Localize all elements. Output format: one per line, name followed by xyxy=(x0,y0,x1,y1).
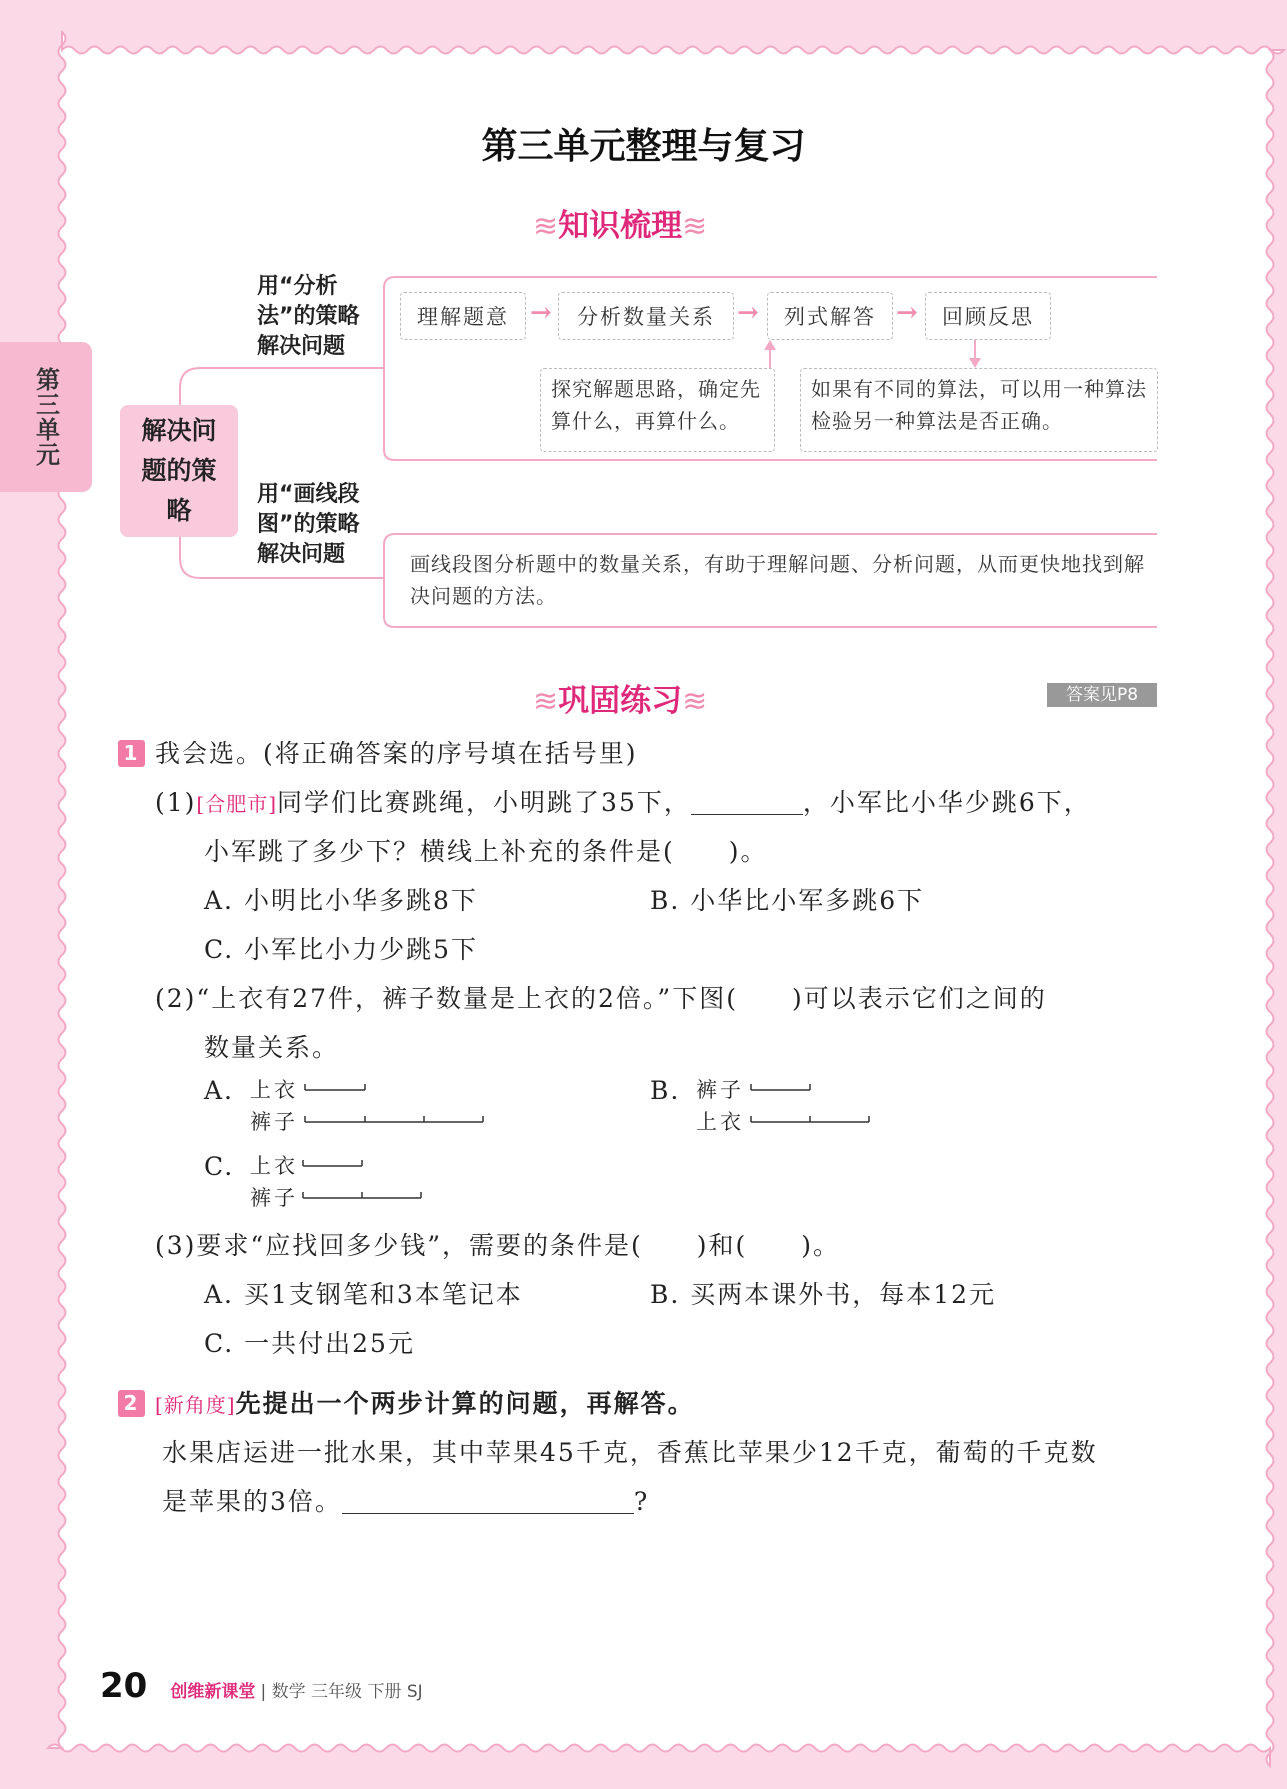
segment-label: 裤子 xyxy=(696,1078,744,1102)
q1-number-badge: 1 xyxy=(118,740,145,767)
q1-sub2-line1: (2)“上衣有27件，裤子数量是上衣的2倍。”下图( )可以表示它们之间的 xyxy=(155,984,1047,1013)
step-arrow-2: → xyxy=(737,298,759,328)
wave-left-icon: ≋ xyxy=(533,684,559,719)
diagram-b-coat-bar xyxy=(751,1116,869,1122)
knowledge-heading-text: 知识梳理 xyxy=(558,208,683,244)
q2-line1: 水果店运进一批水果，其中苹果45千克，香蕉比苹果少12千克，葡萄的千克数 xyxy=(162,1438,1098,1467)
segment-label: 上衣 xyxy=(250,1078,298,1102)
segment-label: 上衣 xyxy=(250,1154,298,1178)
q1-title-text: 我会选。(将正确答案的序号填在括号里) xyxy=(154,739,638,768)
q1-sub1-line1: (1)[合肥市]同学们比赛跳绳，小明跳了35下， ，小军比小华少跳6下， xyxy=(155,788,1091,817)
q1-sub1-option-c: C. 小军比小力少跳5下 xyxy=(204,935,479,964)
branch1-label: 用“分析法”的策略解决问题 xyxy=(257,274,360,359)
q1-title xyxy=(118,734,637,770)
brand-name: 创维新课堂 xyxy=(170,1682,256,1702)
q1-sub1-option-a: A. 小明比小华多跳8下 xyxy=(204,886,478,915)
segment-label: 上衣 xyxy=(696,1110,744,1134)
q1-sub1-line2: 小军跳了多少下？横线上补充的条件是( )。 xyxy=(204,837,768,866)
q1-sub3-line1: (3)要求“应找回多少钱”，需要的条件是( )和( )。 xyxy=(155,1231,840,1260)
q2-number-badge: 2 xyxy=(118,1390,145,1417)
page-number: 20 xyxy=(100,1666,148,1706)
q2-line2: 是苹果的3倍。 ? xyxy=(162,1487,650,1516)
segment-diagrams xyxy=(0,1060,1287,1220)
wave-right-icon: ≋ xyxy=(682,684,708,719)
down-arrow-head xyxy=(969,358,981,368)
segment-label: 裤子 xyxy=(250,1110,298,1134)
unit-tab: 第三单元 xyxy=(0,342,92,492)
diagram-c-pants-bar xyxy=(303,1192,421,1198)
q1-sub1-option-b: B. 小华比小军多跳6下 xyxy=(650,886,925,915)
answer-blank[interactable] xyxy=(691,814,803,815)
footer xyxy=(100,1666,423,1706)
diagram-b-pants-bar xyxy=(751,1084,810,1090)
q1-sub2-line2: 数量关系。 xyxy=(204,1033,340,1062)
step-solve: 列式解答 xyxy=(767,292,893,340)
question-blank[interactable] xyxy=(342,1513,634,1514)
step-review: 回顾反思 xyxy=(925,292,1051,340)
step-understand: 理解题意 xyxy=(400,292,526,340)
diagram-c-coat-bar xyxy=(303,1160,362,1166)
region-tag: [合肥市] xyxy=(196,792,278,816)
diagram-a-coat-bar xyxy=(305,1084,365,1090)
step-arrow-3: → xyxy=(896,298,918,328)
segment-label: 裤子 xyxy=(250,1186,298,1210)
note-line-segment: 画线段图分析题中的数量关系，有助于理解问题、分析问题，从而更快地找到解决问题的方法。 xyxy=(410,552,1145,608)
wave-right-icon: ≋ xyxy=(682,209,708,244)
mindmap-root: 解决问题的策略 xyxy=(120,405,238,537)
diagram-a-pants-bar xyxy=(305,1116,483,1122)
q1-sub2-option-b-label: B. xyxy=(650,1076,681,1105)
q2-title xyxy=(118,1384,695,1420)
step-analyze: 分析数量关系 xyxy=(558,292,734,340)
connector-branch1 xyxy=(180,368,385,405)
q1-sub3-option-b: B. 买两本课外书，每本12元 xyxy=(650,1280,997,1309)
footer-subject: | 数学 三年级 下册 SJ xyxy=(260,1682,423,1702)
q2-tag: [新角度] xyxy=(154,1393,236,1417)
q2-title-text: 先提出一个两步计算的问题，再解答。 xyxy=(235,1389,695,1418)
q1-sub2-option-c-label: C. xyxy=(204,1152,235,1181)
up-arrow-head xyxy=(764,340,776,350)
answer-reference-badge: 答案见P8 xyxy=(1047,683,1157,707)
wave-left-icon: ≋ xyxy=(533,209,559,244)
q1-sub3-option-a: A. 买1支钢笔和3本笔记本 xyxy=(204,1280,523,1309)
note-analysis: 探究解题思路，确定先算什么，再算什么。 xyxy=(540,368,775,452)
practice-heading-text: 巩固练习 xyxy=(558,683,683,719)
q1-sub3-option-c: C. 一共付出25元 xyxy=(204,1329,415,1358)
step-arrow-1: → xyxy=(530,298,552,328)
page-title: 第三单元整理与复习 xyxy=(481,126,806,167)
q1-sub2-option-a-label: A. xyxy=(204,1076,235,1105)
note-verify: 如果有不同的算法，可以用一种算法检验另一种算法是否正确。 xyxy=(800,368,1158,452)
branch2-label: 用“画线段图”的策略解决问题 xyxy=(257,482,360,567)
practice-heading xyxy=(533,675,707,720)
